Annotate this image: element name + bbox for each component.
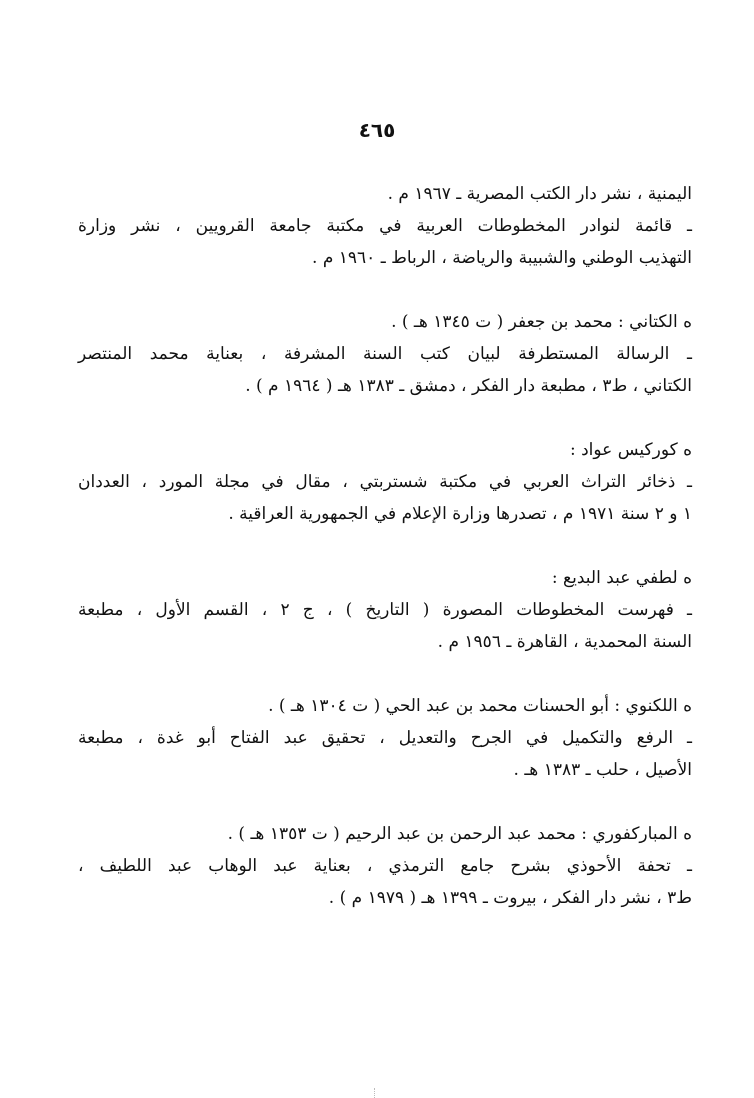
entry-line: السنة المحمدية ، القاهرة ـ ١٩٥٦ م . — [437, 632, 692, 652]
entry-line: الأصيل ، حلب ـ ١٣٨٣ هـ . — [513, 760, 692, 780]
bibliography-entry — [78, 434, 692, 530]
entry-line: ـ الرفع والتكميل في الجرح والتعديل ، تحقيق عبد الفتاح أبو غدة ، مطبعة — [78, 728, 692, 748]
bibliography-entry — [78, 562, 692, 658]
author-heading: ه كوركيس عواد : — [569, 440, 692, 460]
entry-line: ـ فهرست المخطوطات المصورة ( التاريخ ) ، ج ٢ ، القسم الأول ، مطبعة — [78, 600, 693, 620]
author-heading: ه المباركفوري : محمد عبد الرحمن بن عبد الرحيم ( ت ١٣٥٣ هـ ) . — [227, 824, 692, 844]
bibliography-entry — [78, 306, 692, 402]
entry-line: ـ الرسالة المستطرفة لبيان كتب السنة المشرفة ، بعناية محمد المنتصر — [78, 344, 692, 364]
scan-margin-mark — [374, 1088, 377, 1098]
continuation-entry — [78, 178, 692, 274]
bibliography-entry — [78, 690, 692, 786]
author-heading: ه الكتاني : محمد بن جعفر ( ت ١٣٤٥ هـ ) . — [391, 312, 692, 332]
entry-line: ١ و ٢ سنة ١٩٧١ م ، تصدرها وزارة الإعلام في الجمهورية العراقية . — [228, 504, 692, 524]
author-heading: ه لطفي عبد البديع : — [551, 568, 692, 588]
bibliography-content — [78, 178, 692, 914]
author-heading: ه اللكنوي : أبو الحسنات محمد بن عبد الحي ( ت ١٣٠٤ هـ ) . — [268, 696, 692, 716]
entry-line: ـ قائمة لنوادر المخطوطات العربية في مكتبة جامعة القرويين ، نشر وزارة — [78, 216, 692, 236]
page-number: ٤٦٥ — [358, 118, 396, 142]
entry-line: ـ ذخائر التراث العربي في مكتبة شستربتي ، مقال في مجلة المورد ، العددان — [78, 472, 692, 492]
entry-line: ـ تحفة الأحوذي بشرح جامع الترمذي ، بعناية عبد الوهاب عبد اللطيف ، — [78, 856, 692, 876]
entry-line: التهذيب الوطني والشبيبة والرياضة ، الرباط ـ ١٩٦٠ م . — [312, 248, 692, 268]
entry-line: ط٣ ، نشر دار الفكر ، بيروت ـ ١٣٩٩ هـ ( ١٩٧٩ م ) . — [328, 888, 692, 908]
bibliography-entry — [78, 818, 692, 914]
entry-line: الكتاني ، ط٣ ، مطبعة دار الفكر ، دمشق ـ ١٣٨٣ هـ ( ١٩٦٤ م ) . — [245, 376, 692, 396]
entry-line: اليمنية ، نشر دار الكتب المصرية ـ ١٩٦٧ م . — [387, 184, 692, 204]
